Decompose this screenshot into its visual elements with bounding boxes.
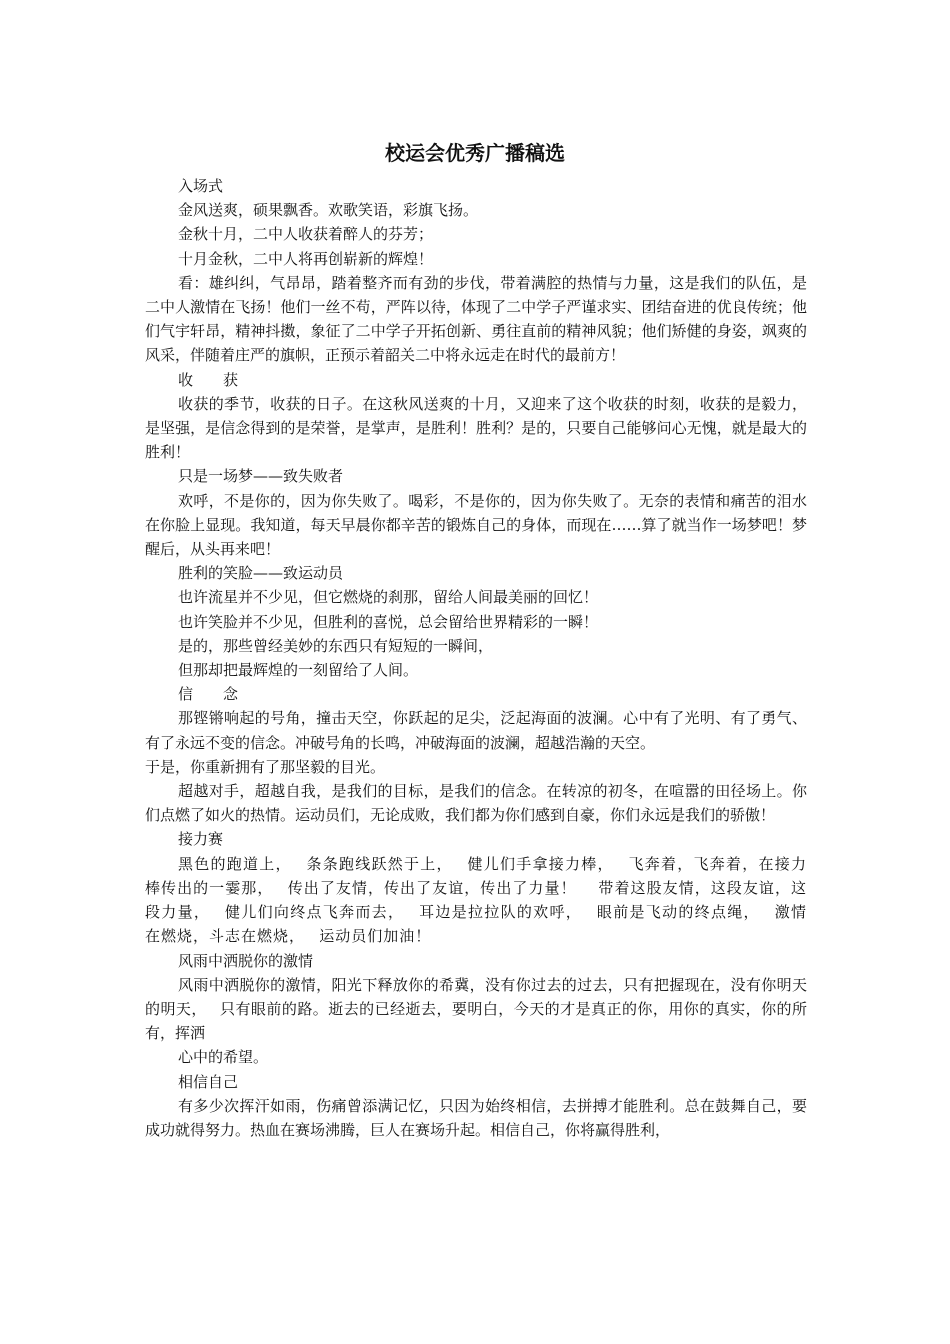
- section-heading: 信 念: [178, 685, 239, 704]
- paragraph: 看：雄纠纠，气昂昂，踏着整齐而有劲的步伐，带着满腔的热情与力量，这是我们的队伍，是二中人激情在飞扬！他们一丝不苟，严阵以待，体现了二中学子严谨求实、团结奋进的优良传统；他们气宇轩昂，精神抖擞，象征了二中学子开拓创新、勇往直前的精神风貌；他们矫健的身姿，飒爽的风采，伴随着庄严的旗帜，正预示着韶关二中将永远走在时代的最前方！: [145, 273, 807, 365]
- paragraph: 风雨中洒脱你的激情，阳光下释放你的希冀，没有你过去的过去，只有把握现在，没有你明天的明天， 只有眼前的路。逝去的已经逝去，要明白，今天的才是真正的你，用你的真实，你的所有，挥洒: [145, 975, 807, 1043]
- paragraph: 但那却把最辉煌的一刻留给了人间。: [178, 661, 419, 680]
- section-heading: 入场式: [178, 177, 224, 195]
- paragraph: 那铿锵响起的号角，撞击天空，你跃起的足尖，泛起海面的波澜。心中有了光明、有了勇气、有了永远不变的信念。冲破号角的长鸣，冲破海面的波澜，超越浩瀚的天空。: [145, 709, 807, 752]
- paragraph: 超越对手，超越自我，是我们的目标，是我们的信念。在转凉的初冬，在喧嚣的田径场上。你们点燃了如火的热情。运动员们，无论成败，我们都为你们感到自豪，你们永远是我们的骄傲！: [145, 782, 807, 825]
- paragraph: 黑色的跑道上， 条条跑线跃然于上， 健儿们手拿接力棒， 飞奔着，飞奔着，在接力棒传出的一霎那， 传出了友情，传出了友谊，传出了力量！ 带着这股友情，这段友谊，这段力量， 健儿们向终点飞奔而去， 耳边是拉拉队的欢呼， 眼前是飞动的终点绳， 激情在燃烧，斗志在燃烧， 运动员们加油！: [145, 854, 807, 946]
- document-title: 校运会优秀广播稿选: [385, 141, 565, 165]
- section-heading: 胜利的笑脸——致运动员: [178, 564, 344, 583]
- section-heading: 相信自己: [178, 1072, 239, 1091]
- section-heading: 风雨中洒脱你的激情: [178, 951, 314, 970]
- paragraph: 心中的希望。: [178, 1048, 269, 1067]
- paragraph: 是的，那些曾经美妙的东西只有短短的一瞬间，: [178, 636, 494, 655]
- paragraph: 也许笑脸并不少见，但胜利的喜悦，总会留给世界精彩的一瞬！: [178, 612, 599, 631]
- paragraph: 十月金秋，二中人将再创崭新的辉煌！: [178, 249, 434, 268]
- section-heading: 接力赛: [178, 830, 224, 849]
- document-body: [145, 174, 807, 1142]
- paragraph: 有多少次挥汗如雨，伤痛曾添满记忆，只因为始终相信，去拼搏才能胜利。总在鼓舞自己，要成功就得努力。热血在赛场沸腾，巨人在赛场升起。相信自己，你将赢得胜利，: [145, 1096, 807, 1139]
- paragraph: 金风送爽，硕果飘香。欢歌笑语，彩旗飞扬。: [178, 201, 479, 220]
- paragraph: 收获的季节，收获的日子。在这秋风送爽的十月，又迎来了这个收获的时刻，收获的是毅力，是坚强，是信念得到的是荣誉，是掌声，是胜利！胜利？是的，只要自己能够问心无愧，就是最大的胜利！: [145, 394, 807, 462]
- paragraph: 也许流星并不少见，但它燃烧的刹那，留给人间最美丽的回忆！: [178, 588, 599, 607]
- paragraph: 于是，你重新拥有了那坚毅的目光。: [145, 757, 386, 776]
- section-heading: 只是一场梦——致失败者: [178, 467, 344, 486]
- paragraph: 金秋十月，二中人收获着醉人的芬芳；: [178, 225, 434, 244]
- paragraph: 欢呼，不是你的，因为你失败了。喝彩，不是你的，因为你失败了。无奈的表情和痛苦的泪水在你脸上显现。我知道，每天早晨你都辛苦的锻炼自己的身体，而现在……算了就当作一场梦吧！梦醒后，从头再来吧！: [145, 491, 807, 559]
- section-heading: 收 获: [178, 370, 239, 389]
